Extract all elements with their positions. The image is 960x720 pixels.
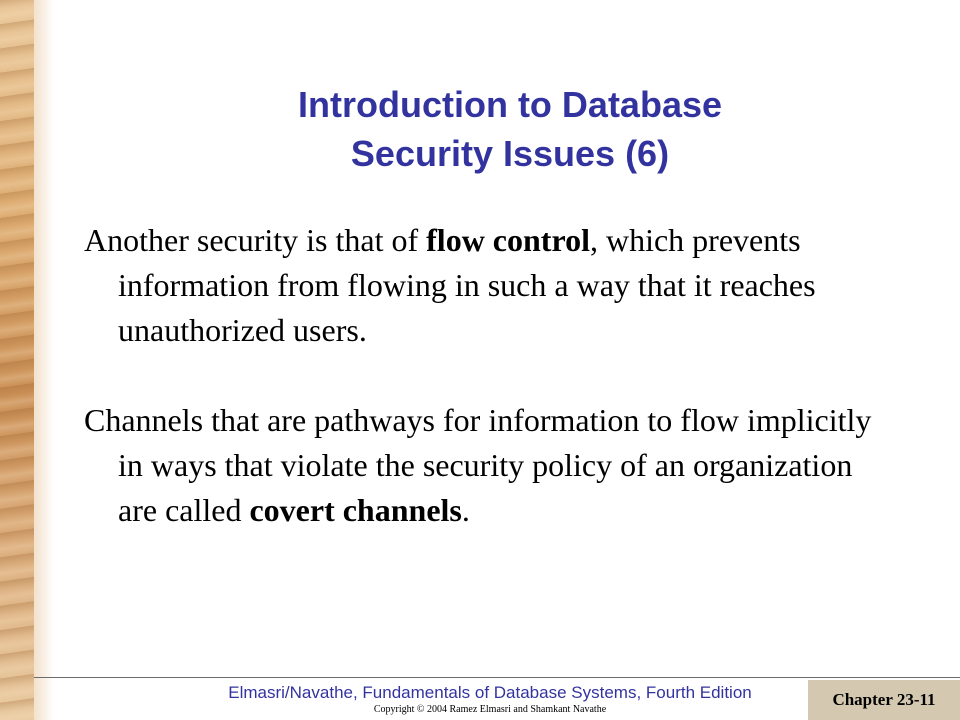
chapter-badge xyxy=(808,680,960,720)
term-covert-channels: covert channels xyxy=(249,492,462,528)
slide-title xyxy=(60,80,960,178)
paragraph-text: . xyxy=(461,492,470,528)
decorative-sand-strip xyxy=(0,0,34,720)
footer-book-title: Elmasri/Navathe, Fundamentals of Database Systems, Fourth Edition xyxy=(228,683,752,702)
slide-title-line-2: Security Issues (6) xyxy=(350,133,670,174)
decorative-strip-fade xyxy=(34,0,54,720)
paragraph-flow-control xyxy=(84,218,874,353)
footer-divider xyxy=(34,677,960,678)
paragraph-text: Channels that are pathways for information to flow implicitly in ways that violate the security policy of an organization are called xyxy=(84,402,872,528)
slide-title-line-1: Introduction to Database xyxy=(297,84,723,125)
footer-copyright: Copyright © 2004 Ramez Elmasri and Shamkant Navathe xyxy=(373,704,607,715)
paragraph-text: Another security is that of xyxy=(84,222,427,258)
term-flow-control: flow control xyxy=(426,222,590,258)
chapter-label: Chapter 23-11 xyxy=(832,690,936,709)
paragraph-text: , which prevents information from flowing in such a way that it reaches unauthorized users. xyxy=(118,222,816,348)
slide-body xyxy=(84,218,874,533)
paragraph-covert-channels xyxy=(84,398,874,533)
